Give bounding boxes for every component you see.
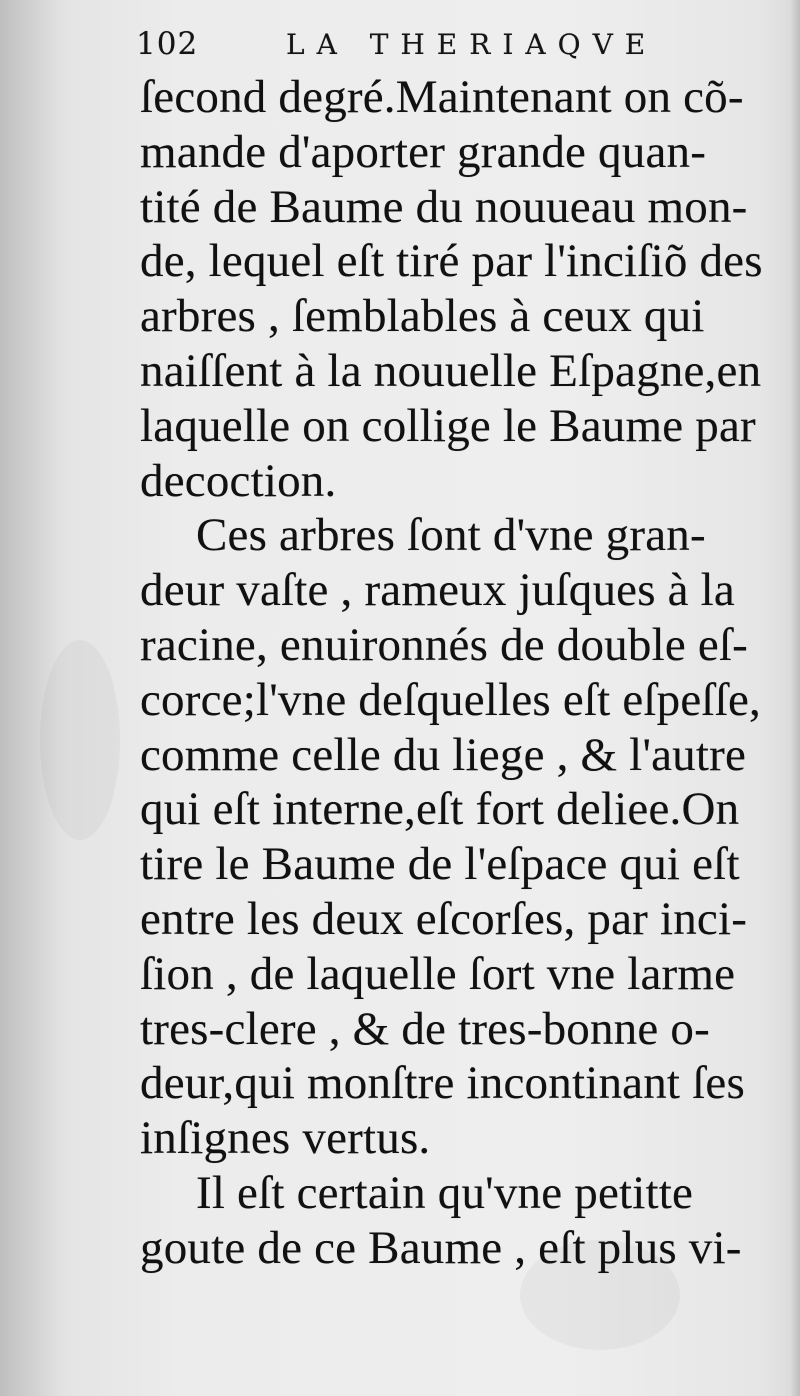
text-line: comme celle du liege , & l'autre <box>140 728 747 781</box>
text-line: de, lequel eſt tiré par l'inciſiõ des <box>140 235 763 288</box>
text-line: naiſſent à la nouuelle Eſpagne,en <box>140 344 762 397</box>
text-line: tres-clere , & de tres-bonne o- <box>140 1002 710 1055</box>
body-text <box>140 70 790 1276</box>
text-line: tité de Baume du nouueau mon- <box>140 180 748 233</box>
page-edge-shadow <box>790 0 800 1396</box>
text-line: mande d'aporter grande quan- <box>140 125 707 178</box>
text-line: ſion , de laquelle ſort vne larme <box>140 947 736 1000</box>
text-line: deur,qui monſtre incontinant ſes <box>140 1057 745 1110</box>
paper-stain <box>40 640 120 840</box>
text-line: decoction. <box>140 454 337 507</box>
text-line: inſignes vertus. <box>140 1112 431 1165</box>
text-line: goute de ce Baume , eſt plus vi- <box>140 1221 742 1274</box>
text-line: tire le Baume de l'eſpace qui eſt <box>140 838 740 891</box>
text-line: laquelle on collige le Baume par <box>140 399 756 452</box>
running-header <box>136 18 776 70</box>
text-line: corce;l'vne deſquelles eſt eſpeſſe, <box>140 673 761 726</box>
text-line: deur vaſte , rameux juſques à la <box>140 564 735 617</box>
text-line: ſecond degré.Maintenant on cõ- <box>140 71 744 123</box>
text-line: entre les deux eſcorſes, par inci- <box>140 892 748 945</box>
text-line: racine, enuironnés de double eſ- <box>140 618 749 671</box>
paragraph-start-line: Il eſt certain qu'vne petitte <box>196 1166 694 1219</box>
text-line: qui eſt interne,eſt fort deliee.On <box>140 783 740 836</box>
text-line: arbres , ſemblables à ceux qui <box>140 290 705 343</box>
page-number: 102 <box>136 26 199 62</box>
running-title: LA THERIAQVE <box>286 28 658 61</box>
paragraph-start-line: Ces arbres ſont d'vne gran- <box>196 509 706 562</box>
